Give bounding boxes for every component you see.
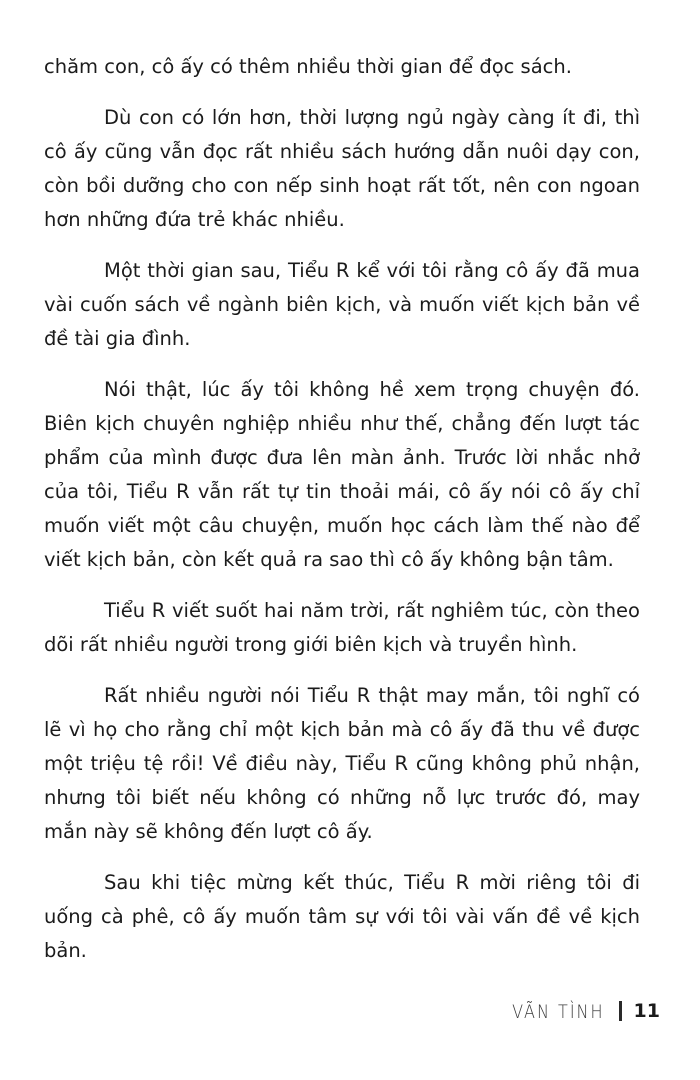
paragraph-continued: chăm con, cô ấy có thêm nhiều thời gian để đọc sách. bbox=[44, 55, 572, 78]
paragraph: Tiểu R viết suốt hai năm trời, rất nghiêm túc, còn theo dõi rất nhiều người trong giới biên kịch và truyền hình. bbox=[44, 599, 640, 656]
paragraph: Rất nhiều người nói Tiểu R thật may mắn, tôi nghĩ có lẽ vì họ cho rằng chỉ một kịch bản mà cô ấy đã thu về được một triệu tệ rồi! Về điều này, Tiểu R cũng không phủ nhận, nhưng tôi biết nếu không có những nỗ lực trước đó, may mắn này sẽ không đến lượt cô ấy. bbox=[44, 684, 640, 843]
running-title: VÃN TÌNH bbox=[512, 1000, 605, 1022]
page-number: 11 bbox=[633, 1000, 660, 1022]
paragraph: Một thời gian sau, Tiểu R kể với tôi rằng cô ấy đã mua vài cuốn sách về ngành biên kịch, và muốn viết kịch bản về đề tài gia đình. bbox=[44, 259, 640, 350]
paragraph: Sau khi tiệc mừng kết thúc, Tiểu R mời riêng tôi đi uống cà phê, cô ấy muốn tâm sự với tôi vài vấn đề về kịch bản. bbox=[44, 871, 640, 962]
paragraph: Nói thật, lúc ấy tôi không hề xem trọng chuyện đó. Biên kịch chuyên nghiệp nhiều như thế, chẳng đến lượt tác phẩm của mình được đưa lên màn ảnh. Trước lời nhắc nhở của tôi, Tiểu R vẫn rất tự tin thoải mái, cô ấy nói cô ấy chỉ muốn viết một câu chuyện, muốn học cách làm thế nào để viết kịch bản, còn kết quả ra sao thì cô ấy không bận tâm. bbox=[44, 378, 640, 571]
page-footer bbox=[512, 1000, 660, 1022]
footer-divider bbox=[619, 1001, 622, 1021]
paragraph: Dù con có lớn hơn, thời lượng ngủ ngày càng ít đi, thì cô ấy cũng vẫn đọc rất nhiều sách hướng dẫn nuôi dạy con, còn bồi dưỡng cho con nếp sinh hoạt rất tốt, nên con ngoan hơn những đứa trẻ khác nhiều. bbox=[44, 106, 640, 231]
